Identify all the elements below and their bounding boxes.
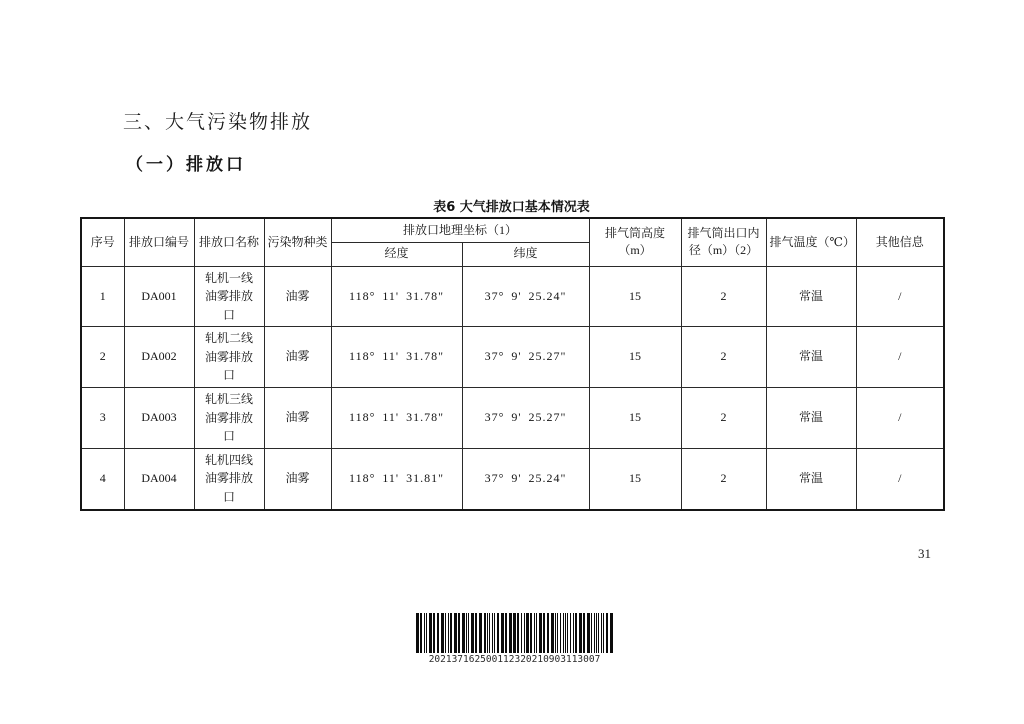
- cell-outlet-name: 轧机四线油雾排放口: [194, 448, 264, 509]
- cell-latitude: 37° 9' 25.27": [462, 327, 589, 388]
- cell-stack-diameter: 2: [681, 388, 766, 449]
- cell-stack-diameter: 2: [681, 327, 766, 388]
- table-row: [81, 448, 944, 509]
- emission-outlet-table: [80, 217, 945, 511]
- section-heading: 三、大气污染物排放: [123, 111, 313, 133]
- cell-seq: 2: [81, 327, 124, 388]
- header-other-info: 其他信息: [856, 218, 944, 266]
- cell-stack-height: 15: [589, 327, 681, 388]
- barcode-bars: [416, 613, 614, 653]
- table-row: [81, 327, 944, 388]
- cell-stack-height: 15: [589, 266, 681, 327]
- cell-outlet-name: 轧机一线油雾排放口: [194, 266, 264, 327]
- subsection-heading: （一）排放口: [126, 155, 246, 174]
- cell-other-info: /: [856, 448, 944, 509]
- cell-stack-diameter: 2: [681, 266, 766, 327]
- cell-outlet-name: 轧机三线油雾排放口: [194, 388, 264, 449]
- cell-outlet-no: DA004: [124, 448, 194, 509]
- header-stack-height: 排气筒高度（m）: [589, 218, 681, 266]
- header-seq: 序号: [81, 218, 124, 266]
- cell-longitude: 118° 11' 31.81": [331, 448, 462, 509]
- cell-outlet-no: DA001: [124, 266, 194, 327]
- cell-pollutant: 油雾: [264, 327, 331, 388]
- cell-stack-height: 15: [589, 448, 681, 509]
- cell-seq: 3: [81, 388, 124, 449]
- page-number: 31: [918, 546, 931, 561]
- cell-outlet-no: DA003: [124, 388, 194, 449]
- header-latitude: 纬度: [462, 242, 589, 266]
- cell-other-info: /: [856, 388, 944, 449]
- cell-other-info: /: [856, 327, 944, 388]
- cell-exhaust-temp: 常温: [766, 448, 856, 509]
- cell-pollutant: 油雾: [264, 448, 331, 509]
- cell-longitude: 118° 11' 31.78": [331, 327, 462, 388]
- header-pollutant-type: 污染物种类: [264, 218, 331, 266]
- table-row: [81, 388, 944, 449]
- cell-seq: 1: [81, 266, 124, 327]
- table-title: 表6 大气排放口基本情况表: [433, 200, 590, 215]
- cell-outlet-name: 轧机二线油雾排放口: [194, 327, 264, 388]
- cell-latitude: 37° 9' 25.24": [462, 266, 589, 327]
- cell-latitude: 37° 9' 25.27": [462, 388, 589, 449]
- cell-exhaust-temp: 常温: [766, 327, 856, 388]
- cell-outlet-no: DA002: [124, 327, 194, 388]
- header-outlet-no: 排放口编号: [124, 218, 194, 266]
- cell-seq: 4: [81, 448, 124, 509]
- header-stack-diameter: 排气筒出口内径（m）（2）: [681, 218, 766, 266]
- header-outlet-name: 排放口名称: [194, 218, 264, 266]
- cell-longitude: 118° 11' 31.78": [331, 388, 462, 449]
- cell-stack-diameter: 2: [681, 448, 766, 509]
- barcode-number: 202137162500112320210903113007: [428, 654, 601, 665]
- cell-latitude: 37° 9' 25.24": [462, 448, 589, 509]
- cell-stack-height: 15: [589, 388, 681, 449]
- cell-longitude: 118° 11' 31.78": [331, 266, 462, 327]
- cell-pollutant: 油雾: [264, 266, 331, 327]
- header-longitude: 经度: [331, 242, 462, 266]
- cell-exhaust-temp: 常温: [766, 266, 856, 327]
- header-geo-group: 排放口地理坐标（1）: [331, 218, 589, 242]
- cell-pollutant: 油雾: [264, 388, 331, 449]
- barcode: [412, 600, 617, 665]
- cell-other-info: /: [856, 266, 944, 327]
- header-exhaust-temp: 排气温度（℃）: [766, 218, 856, 266]
- table-row: [81, 266, 944, 327]
- cell-exhaust-temp: 常温: [766, 388, 856, 449]
